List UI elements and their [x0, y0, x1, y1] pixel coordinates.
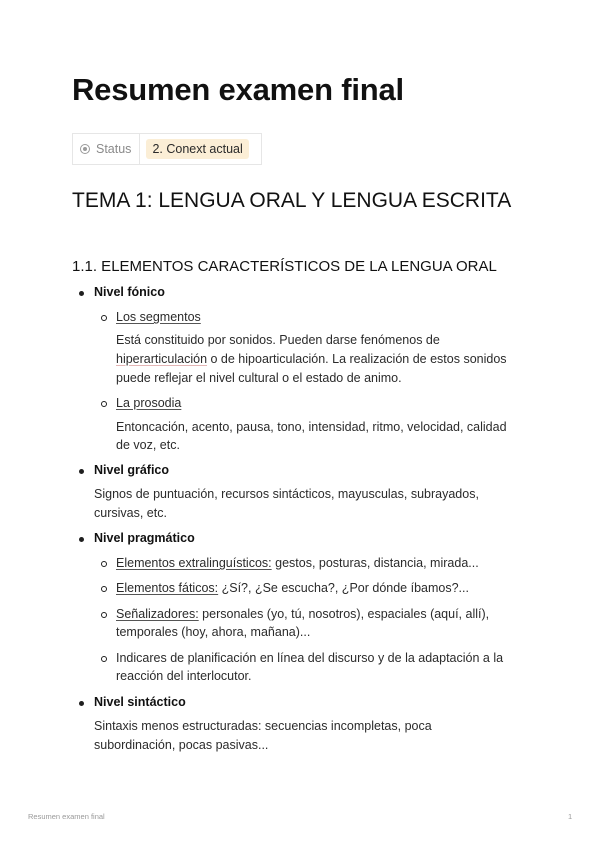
segmentos-text-1: Está constituido por sonidos. Pueden darse fenómenos de	[116, 333, 440, 347]
bullet	[79, 701, 84, 706]
spellcheck-word: hiperarticulación	[116, 352, 208, 366]
status-property-label	[73, 134, 140, 164]
prosodia-title: La prosodia	[116, 396, 182, 410]
bullet	[79, 537, 84, 542]
section-heading: TEMA 1: LENGUA ORAL Y LENGUA ESCRITA	[72, 189, 512, 212]
sintactico-text-2: subordinación, pocas pasivas...	[94, 738, 269, 752]
grafico-text-2: cursivas, etc.	[94, 506, 167, 520]
level-pragmatico-label: Nivel pragmático	[94, 531, 195, 545]
segmentos-text-2-rest: o de hipoarticulación. La realización de estos sonidos	[207, 352, 507, 366]
level-grafico-label: Nivel gráfico	[94, 463, 170, 477]
bullet	[79, 291, 84, 296]
status-icon	[80, 144, 90, 154]
status-property[interactable]	[72, 133, 262, 165]
page-title: Resumen examen final	[72, 72, 404, 107]
sub-bullet	[101, 401, 107, 407]
status-label-text: Status	[96, 142, 132, 156]
pragmatico-item-2	[116, 579, 469, 598]
pragmatico-item-1	[116, 554, 479, 573]
segmentos-text-3: puede reflejar el nivel cultural o el estado de animo.	[116, 371, 402, 385]
level-sintactico-label: Nivel sintáctico	[94, 695, 186, 709]
sub-bullet	[101, 315, 107, 321]
subsection-heading: 1.1. ELEMENTOS CARACTERÍSTICOS DE LA LENGUA ORAL	[72, 258, 497, 275]
pragmatico-item-3-text-2: temporales (hoy, ahora, mañana)...	[116, 625, 311, 639]
sub-bullet	[101, 561, 107, 567]
sub-bullet	[101, 612, 107, 618]
grafico-text-1: Signos de puntuación, recursos sintácticos, mayusculas, subrayados,	[94, 487, 479, 501]
pragmatico-item-3-text: personales (yo, tú, nosotros), espaciales (aquí, allí),	[198, 607, 490, 621]
pragmatico-item-4-text-2: reacción del interlocutor.	[116, 669, 252, 683]
pragmatico-item-3-term: Señalizadores:	[116, 607, 199, 621]
pragmatico-item-4: Indicares de planificación en línea del discurso y de la adaptación a la	[116, 651, 504, 665]
pragmatico-item-3	[116, 605, 489, 624]
segmentos-title: Los segmentos	[116, 310, 201, 324]
pragmatico-item-2-text: ¿Sí?, ¿Se escucha?, ¿Por dónde íbamos?...	[218, 581, 469, 595]
pragmatico-item-2-term: Elementos fáticos:	[116, 581, 219, 595]
bullet	[79, 469, 84, 474]
sintactico-text-1: Sintaxis menos estructuradas: secuencias incompletas, poca	[94, 719, 432, 733]
footer-title: Resumen examen final	[28, 812, 105, 821]
sub-bullet	[101, 656, 107, 662]
level-fonico-label: Nivel fónico	[94, 285, 165, 299]
status-value-badge[interactable]: 2. Conext actual	[146, 139, 248, 159]
pragmatico-item-1-term: Elementos extralinguísticos:	[116, 556, 272, 570]
segmentos-text-2	[116, 350, 507, 369]
prosodia-text-2: de voz, etc.	[116, 438, 180, 452]
prosodia-text-1: Entoncación, acento, pausa, tono, intensidad, ritmo, velocidad, calidad	[116, 420, 507, 434]
pragmatico-item-1-text: gestos, posturas, distancia, mirada...	[271, 556, 479, 570]
sub-bullet	[101, 586, 107, 592]
footer-page-number: 1	[568, 812, 573, 821]
